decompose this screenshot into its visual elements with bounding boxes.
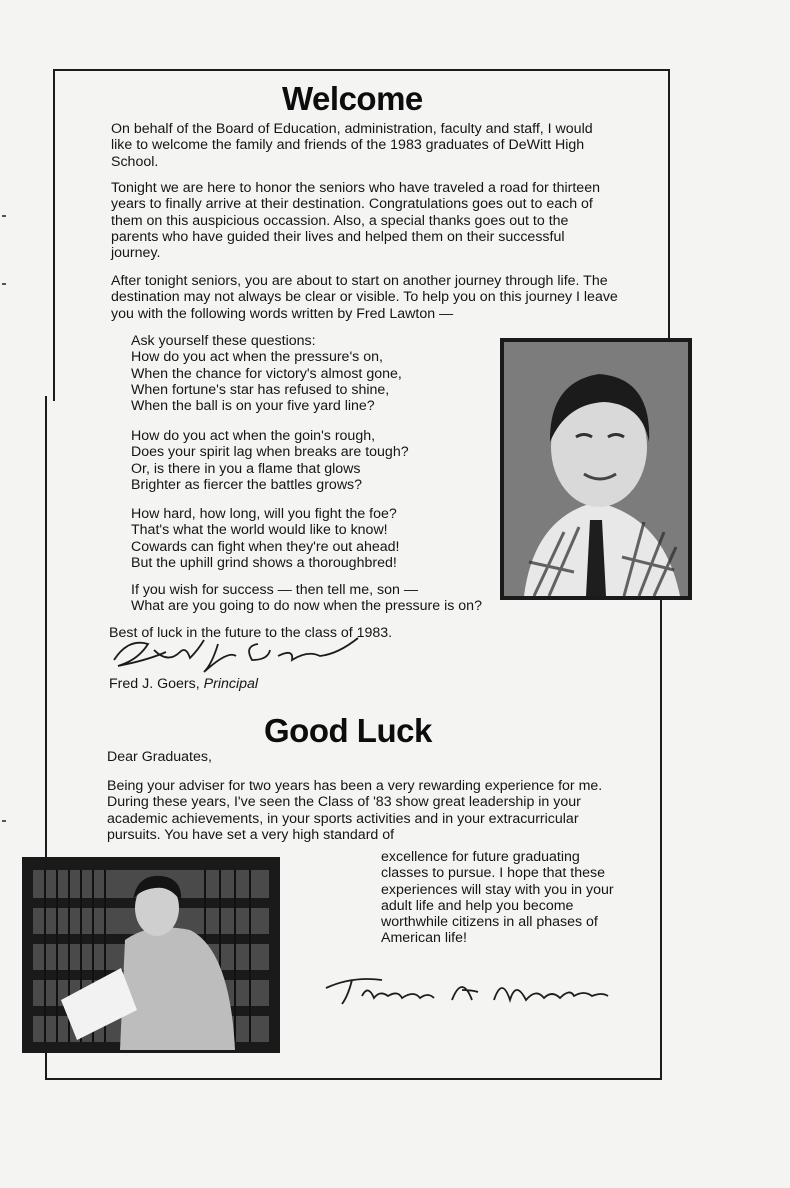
good-luck-heading: Good Luck bbox=[264, 712, 432, 749]
poem-line: How do you act when the goin's rough, bbox=[131, 428, 376, 444]
poem-line: When the chance for victory's almost gone, bbox=[131, 365, 402, 382]
principal-signature bbox=[108, 630, 368, 676]
poem-line: But the uphill grind shows a thoroughbred! bbox=[131, 554, 397, 571]
principal-photo bbox=[500, 338, 692, 600]
adviser-signature bbox=[322, 966, 612, 1012]
welcome-paragraph-1: On behalf of the Board of Education, administration, faculty and staff, I would like to welcome the family and friends of the 1983 graduates of DeWitt High School. bbox=[111, 121, 593, 170]
principal-title: Principal bbox=[203, 676, 259, 692]
poem-line: What are you going to do now when the pressure is on? bbox=[131, 598, 482, 615]
poem-stanza-3 bbox=[131, 506, 400, 571]
poem-stanza-1 bbox=[131, 333, 402, 414]
welcome-closing: Best of luck in the future to the class of 1983. bbox=[109, 625, 393, 641]
poem-line: Or, is there in you a flame that glows bbox=[131, 460, 361, 477]
poem-line: Brighter as fiercer the battles grows? bbox=[131, 476, 363, 493]
welcome-heading: Welcome bbox=[282, 80, 423, 117]
poem-line: Does your spirit lag when breaks are tough? bbox=[131, 444, 409, 461]
poem-line: How do you act when the pressure's on, bbox=[131, 349, 383, 366]
poem-stanza-2 bbox=[131, 428, 409, 493]
poem-line: Ask yourself these questions: bbox=[131, 333, 316, 349]
poem-line: How hard, how long, will you fight the foe? bbox=[131, 506, 397, 522]
adviser-paragraph-continued: excellence for future graduating classes to pursue. I hope that these experiences will stay with you in your adult life and help you become worthwhile citizens in all phases of American life! bbox=[381, 849, 614, 947]
poem-line: Cowards can fight when they're out ahead! bbox=[131, 538, 400, 555]
adviser-paragraph: Being your adviser for two years has been a very rewarding experience for me. During these years, I've seen the Class of '83 show great leadership in your academic achievements, in your sports activities and in your extracurricular pursuits. You have set a very high standard of bbox=[107, 778, 603, 843]
poem-line: When the ball is on your five yard line? bbox=[131, 398, 375, 415]
welcome-paragraph-3: After tonight seniors, you are about to start on another journey through life. The destination may not always be clear or visible. To help you on this journey I leave you with the following words written by Fred Lawton — bbox=[111, 273, 618, 322]
poem-stanza-4 bbox=[131, 582, 482, 615]
adviser-photo bbox=[22, 857, 280, 1053]
welcome-paragraph-2: Tonight we are here to honor the seniors who have traveled a road for thirteen years to finally arrive at their destination. Congratulations goes out to each of them on this auspicious occassion. Also, a special thanks goes out to the parents who have guided their lives and helped them on their successful journey. bbox=[111, 180, 600, 262]
principal-name-line bbox=[109, 676, 258, 692]
principal-name: Fred J. Goers, bbox=[109, 676, 200, 692]
salutation: Dear Graduates, bbox=[107, 749, 212, 765]
poem-line: If you wish for success — then tell me, son — bbox=[131, 582, 419, 598]
poem-line: That's what the world would like to know! bbox=[131, 522, 388, 539]
poem-line: When fortune's star has refused to shine, bbox=[131, 381, 390, 398]
